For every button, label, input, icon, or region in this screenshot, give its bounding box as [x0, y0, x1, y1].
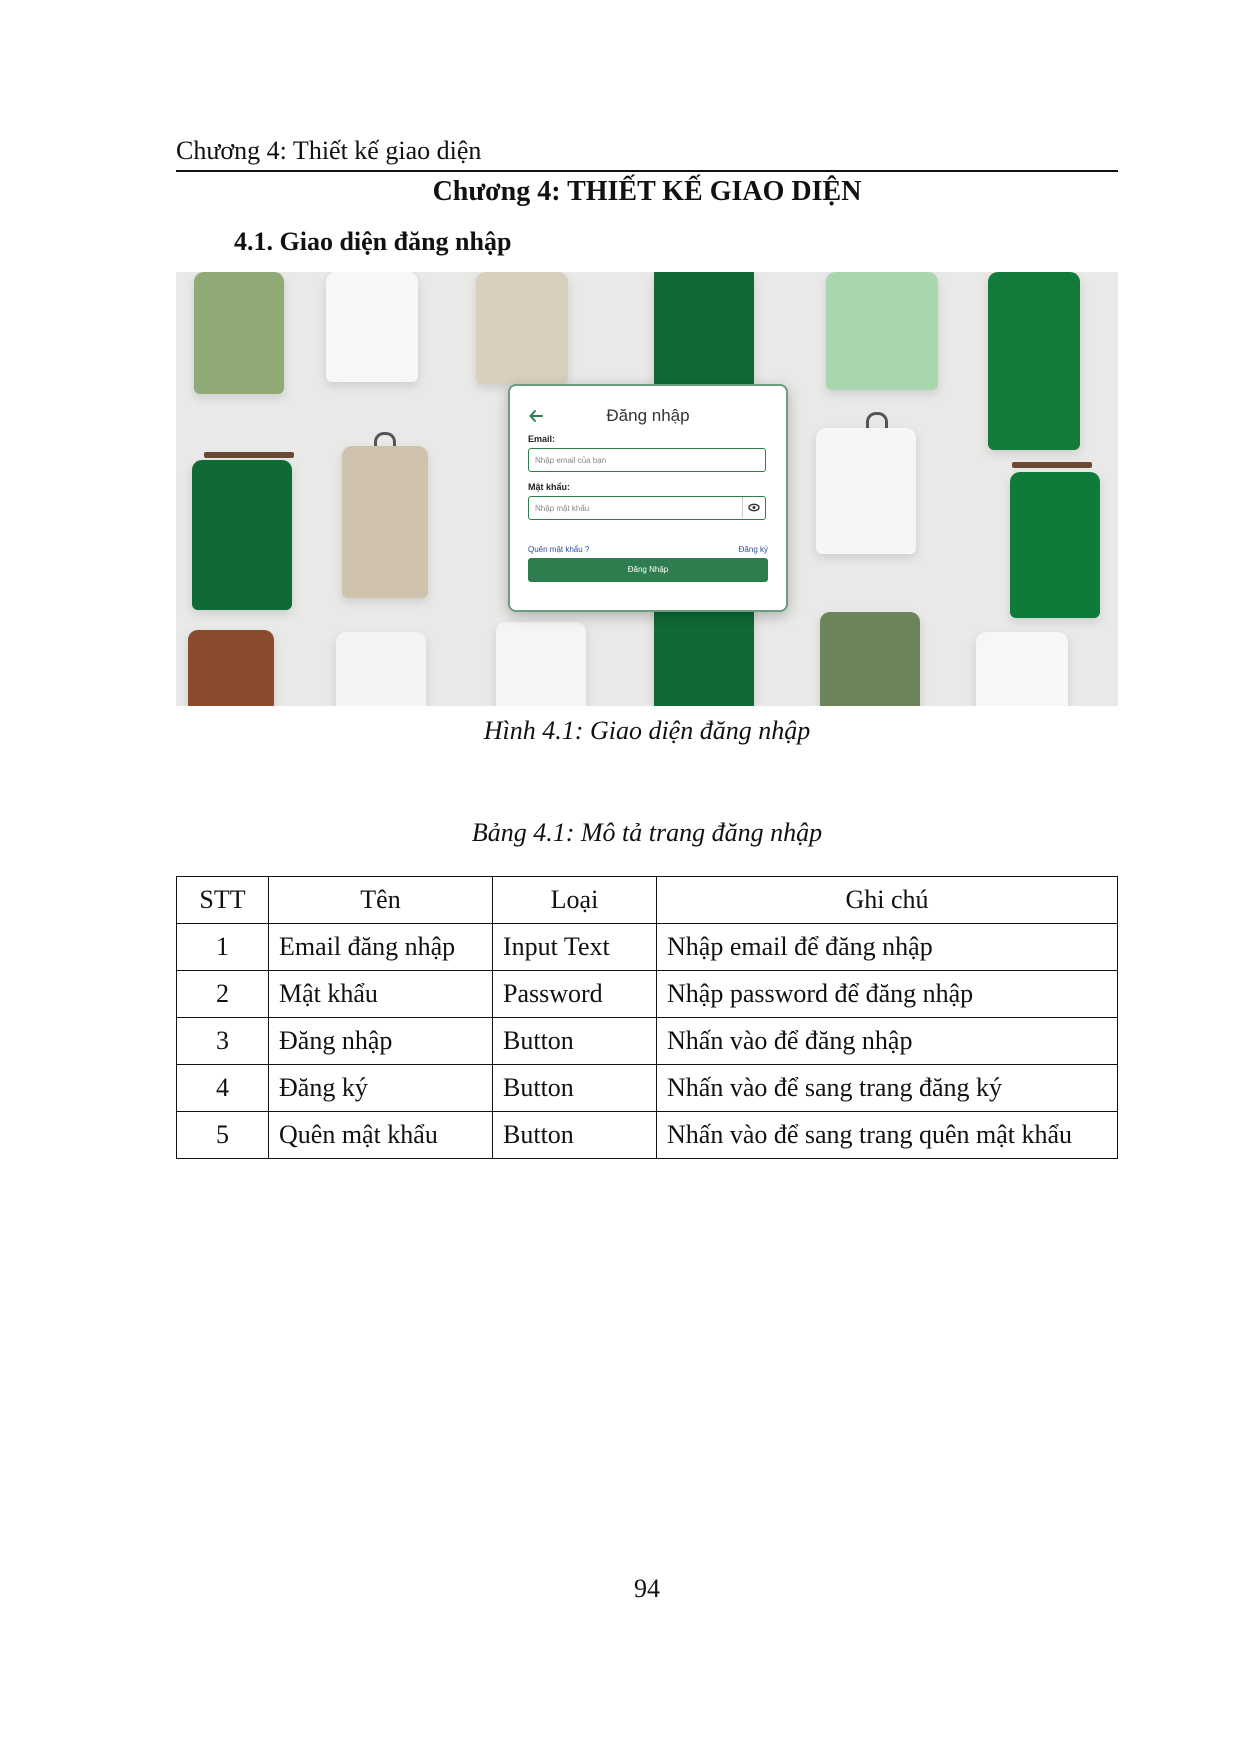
- chapter-title: Chương 4: THIẾT KẾ GIAO DIỆN: [432, 176, 862, 207]
- login-screenshot-figure: [176, 272, 1118, 706]
- table-row: [177, 1112, 1118, 1159]
- register-link[interactable]: Đăng ký: [738, 545, 768, 554]
- page-number: 94: [634, 1574, 660, 1603]
- cell-stt: 1: [177, 924, 269, 971]
- garment-mint-blazer: [826, 272, 938, 390]
- show-password-button[interactable]: [742, 497, 765, 518]
- running-header: Chương 4: Thiết kế giao diện: [176, 136, 482, 165]
- header-cell-type: Loại: [493, 877, 657, 924]
- cell-note: Nhấn vào để đăng nhập: [657, 1018, 1118, 1065]
- garment-white-shirt-lower: [496, 622, 586, 706]
- cell-type: Button: [493, 1018, 657, 1065]
- login-button[interactable]: Đăng Nhập: [528, 558, 768, 582]
- eye-icon: [743, 497, 765, 518]
- table-row: [177, 971, 1118, 1018]
- cell-name: Email đăng nhập: [269, 924, 493, 971]
- table-header-row: [177, 877, 1118, 924]
- cell-type: Button: [493, 1065, 657, 1112]
- cell-type: Button: [493, 1112, 657, 1159]
- garment-beige-cardigan: [342, 446, 428, 598]
- description-table: [176, 876, 1118, 1159]
- hanger-rail: [204, 452, 294, 458]
- cell-stt: 2: [177, 971, 269, 1018]
- password-input[interactable]: [528, 496, 766, 520]
- login-card: [508, 384, 788, 612]
- garment-green-skirt-lower: [1010, 472, 1100, 618]
- header-cell-note: Ghi chú: [657, 877, 1118, 924]
- cell-name: Quên mật khẩu: [269, 1112, 493, 1159]
- table-row: [177, 1018, 1118, 1065]
- cell-stt: 4: [177, 1065, 269, 1112]
- cell-note: Nhập password để đăng nhập: [657, 971, 1118, 1018]
- cell-type: Password: [493, 971, 657, 1018]
- cell-name: Mật khẩu: [269, 971, 493, 1018]
- figure-caption: Hình 4.1: Giao diện đăng nhập: [483, 716, 811, 745]
- cell-note: Nhấn vào để sang trang quên mật khẩu: [657, 1112, 1118, 1159]
- garment-white-jacket: [976, 632, 1068, 706]
- password-placeholder: Nhập mật khẩu: [535, 504, 590, 513]
- login-title: Đăng nhập: [606, 406, 690, 425]
- cell-note: Nhấn vào để sang trang đăng ký: [657, 1065, 1118, 1112]
- password-label: Mật khẩu:: [528, 482, 571, 492]
- email-label: Email:: [528, 434, 556, 444]
- header-rule: [176, 170, 1118, 172]
- cell-stt: 3: [177, 1018, 269, 1065]
- header-cell-name: Tên: [269, 877, 493, 924]
- cell-stt: 5: [177, 1112, 269, 1159]
- garment-brown-top: [188, 630, 274, 706]
- hanger-rail: [1012, 462, 1092, 468]
- email-input[interactable]: [528, 448, 766, 472]
- garment-white-blouse: [816, 428, 916, 554]
- garment-green-skirt-left: [192, 460, 292, 610]
- garment-olive-jacket: [820, 612, 920, 706]
- garment-white-blouse-lower: [336, 632, 426, 706]
- table-caption: Bảng 4.1: Mô tả trang đăng nhập: [471, 818, 823, 847]
- email-placeholder: Nhập email của bạn: [535, 456, 607, 465]
- table-row: [177, 1065, 1118, 1112]
- cell-name: Đăng ký: [269, 1065, 493, 1112]
- forgot-password-link[interactable]: Quên mật khẩu ?: [528, 545, 590, 554]
- garment-green-shirt: [194, 272, 284, 394]
- table-row: [177, 924, 1118, 971]
- cell-type: Input Text: [493, 924, 657, 971]
- garment-white-shirt: [326, 272, 418, 382]
- garment-green-skirt-right: [988, 272, 1080, 450]
- cell-name: Đăng nhập: [269, 1018, 493, 1065]
- cell-note: Nhập email để đăng nhập: [657, 924, 1118, 971]
- section-title: 4.1. Giao diện đăng nhập: [234, 227, 512, 256]
- header-cell-stt: STT: [177, 877, 269, 924]
- garment-beige-blazer: [476, 272, 568, 384]
